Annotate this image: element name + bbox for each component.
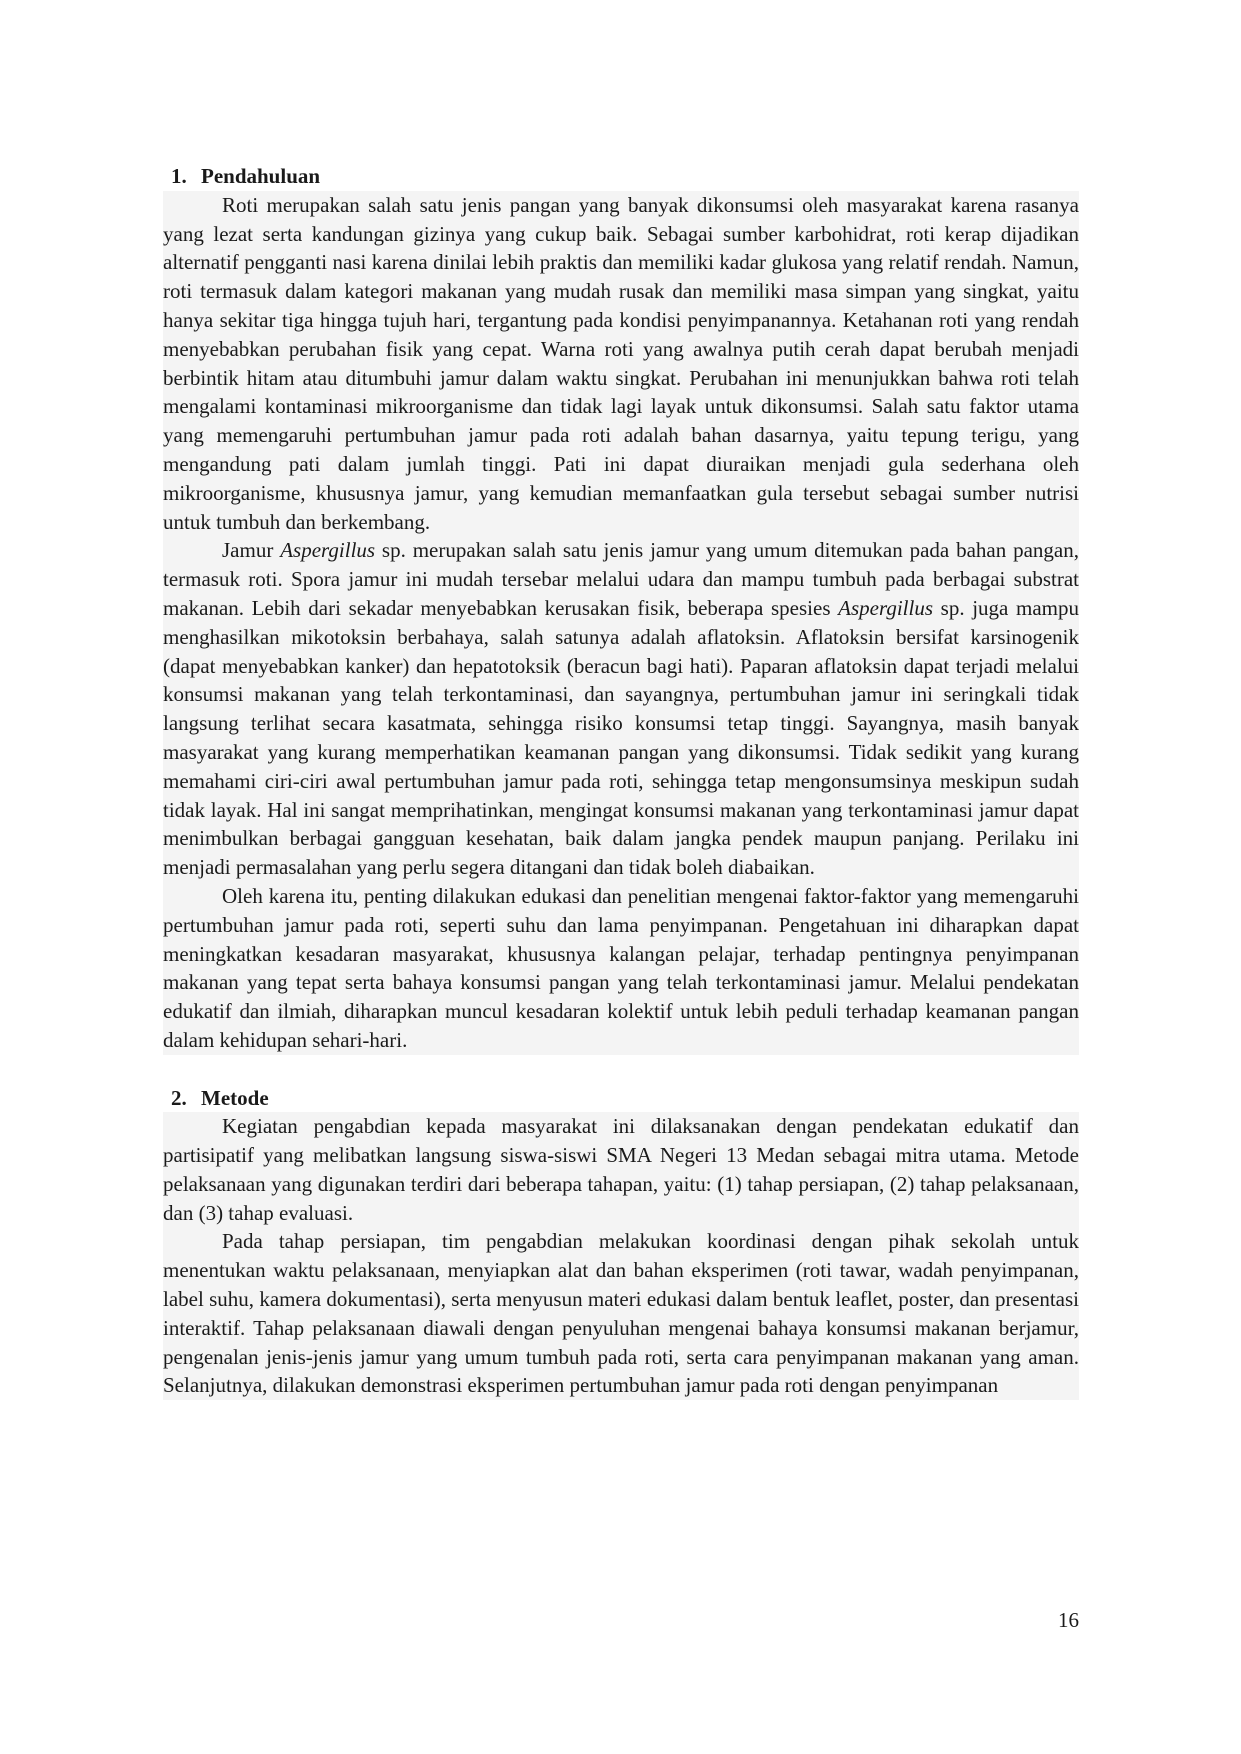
paragraph	[163, 536, 1079, 882]
paragraph-text: sp. merupakan salah satu jenis jamur yang umum ditemukan pada bahan pangan, termasuk roti. Spora jamur ini mudah tersebar melalui udara dan mampu tumbuh pada berbagai substrat makanan. Lebih dari sekadar menyebabkan kerusakan fisik, beberapa spesies	[163, 538, 1079, 620]
paragraph: Roti merupakan salah satu jenis pangan yang banyak dikonsumsi oleh masyarakat karena rasanya yang lezat serta kandungan gizinya yang cukup baik. Sebagai sumber karbohidrat, roti kerap dijadikan alternatif pengganti nasi karena dinilai lebih praktis dan memiliki kadar glukosa yang relatif rendah. Namun, roti termasuk dalam kategori makanan yang mudah rusak dan memiliki masa simpan yang singkat, yaitu hanya sekitar tiga hingga tujuh hari, tergantung pada kondisi penyimpanannya. Ketahanan roti yang rendah menyebabkan perubahan fisik yang cepat. Warna roti yang awalnya putih cerah dapat berubah menjadi berbintik hitam atau ditumbuhi jamur dalam waktu singkat. Perubahan ini menunjukkan bahwa roti telah mengalami kontaminasi mikroorganisme dan tidak lagi layak untuk dikonsumsi. Salah satu faktor utama yang memengaruhi pertumbuhan jamur pada roti adalah bahan dasarnya, yaitu tepung terigu, yang mengandung pati dalam jumlah tinggi. Pati ini dapat diuraikan menjadi gula sederhana oleh mikroorganisme, khususnya jamur, yang kemudian memanfaatkan gula tersebut sebagai sumber nutrisi untuk tumbuh dan berkembang.	[163, 191, 1079, 537]
paragraph-text: Jamur	[222, 538, 281, 563]
paragraph: Pada tahap persiapan, tim pengabdian melakukan koordinasi dengan pihak sekolah untuk menentukan waktu pelaksanaan, menyiapkan alat dan bahan eksperimen (roti tawar, wadah penyimpanan, label suhu, kamera dokumentasi), serta menyusun materi edukasi dalam bentuk leaflet, poster, dan presentasi interaktif. Tahap pelaksanaan diawali dengan penyuluhan mengenai bahaya konsumsi makanan berjamur, pengenalan jenis-jenis jamur yang umum tumbuh pada roti, serta cara penyimpanan makanan yang aman. Selanjutnya, dilakukan demonstrasi eksperimen pertumbuhan jamur pada roti dengan penyimpanan	[163, 1227, 1079, 1400]
section-heading-pendahuluan	[163, 162, 1079, 191]
genus-name: Aspergillus	[280, 538, 376, 563]
section-number: 2.	[171, 1085, 187, 1110]
section-title: Pendahuluan	[201, 164, 321, 188]
paragraph: Oleh karena itu, penting dilakukan edukasi dan penelitian mengenai faktor-faktor yang memengaruhi pertumbuhan jamur pada roti, seperti suhu dan lama penyimpanan. Pengetahuan ini diharapkan dapat meningkatkan kesadaran masyarakat, khususnya kalangan pelajar, terhadap pentingnya penyimpanan makanan yang tepat serta bahaya konsumsi pangan yang telah terkontaminasi jamur. Melalui pendekatan edukatif dan ilmiah, diharapkan muncul kesadaran kolektif untuk lebih peduli terhadap keamanan pangan dalam kehidupan sehari-hari.	[163, 882, 1079, 1055]
genus-name: Aspergillus	[838, 595, 934, 620]
page-number: 16	[1058, 1608, 1079, 1632]
section-gap	[163, 1055, 1079, 1084]
section-heading-metode	[163, 1084, 1079, 1113]
paragraph-text: sp. juga mampu menghasilkan mikotoksin berbahaya, salah satunya adalah aflatoksin. Aflatoksin bersifat karsinogenik (dapat menyebabkan kanker) dan hepatotoksik (beracun bagi hati). Paparan aflatoksin dapat terjadi melalui konsumsi makanan yang telah terkontaminasi, dan sayangnya, pertumbuhan jamur ini seringkali tidak langsung terlihat secara kasatmata, sehingga risiko konsumsi tetap tinggi. Sayangnya, masih banyak masyarakat yang kurang memperhatikan keamanan pangan yang dikonsumsi. Tidak sedikit yang kurang memahami ciri-ciri awal pertumbuhan jamur pada roti, sehingga tetap mengonsumsinya meskipun sudah tidak layak. Hal ini sangat memprihatinkan, mengingat konsumsi makanan yang terkontaminasi jamur dapat menimbulkan berbagai gangguan kesehatan, baik dalam jangka pendek maupun panjang. Perilaku ini menjadi permasalahan yang perlu segera ditangani dan tidak boleh diabaikan.	[163, 595, 1079, 880]
section-title: Metode	[201, 1085, 269, 1110]
section-number: 1.	[171, 164, 187, 188]
page-content	[163, 162, 1079, 1400]
paragraph: Kegiatan pengabdian kepada masyarakat ini dilaksanakan dengan pendekatan edukatif dan partisipatif yang melibatkan langsung siswa-siswi SMA Negeri 13 Medan sebagai mitra utama. Metode pelaksanaan yang digunakan terdiri dari beberapa tahapan, yaitu: (1) tahap persiapan, (2) tahap pelaksanaan, dan (3) tahap evaluasi.	[163, 1112, 1079, 1227]
